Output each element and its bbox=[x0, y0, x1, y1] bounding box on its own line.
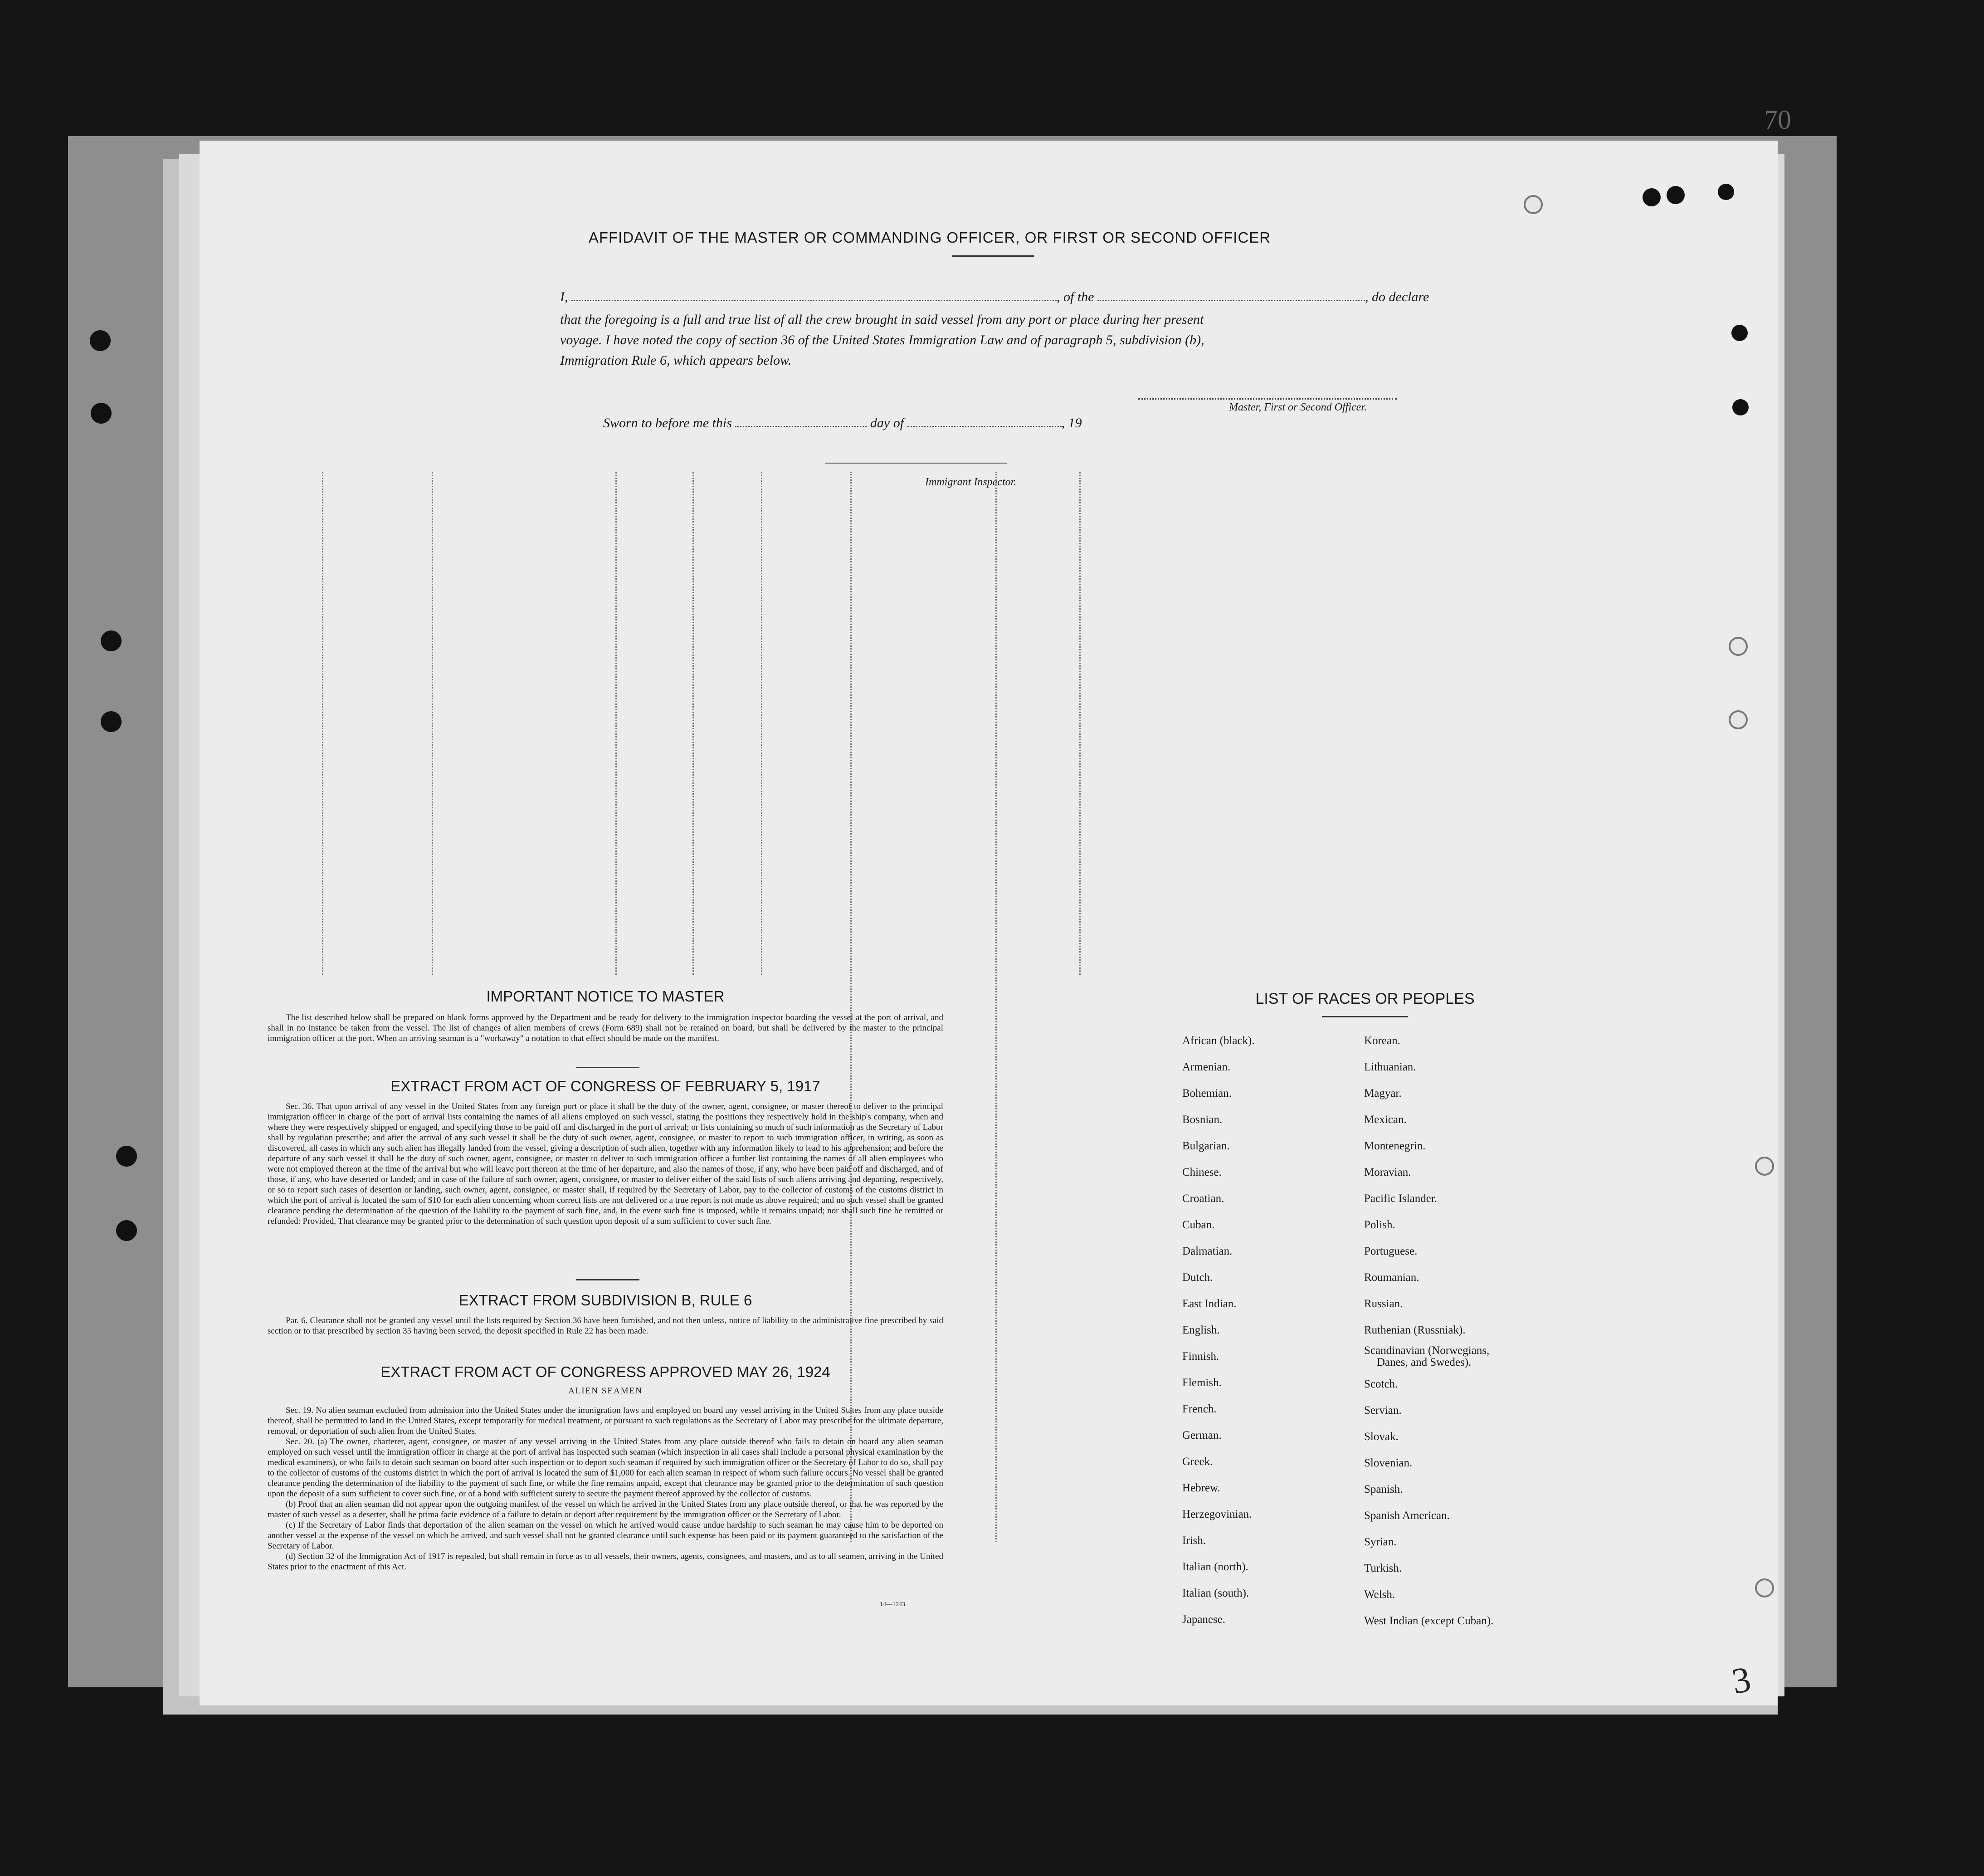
binder-hole bbox=[1732, 399, 1749, 415]
race-item: African (black). bbox=[1182, 1035, 1255, 1047]
race-item: Greek. bbox=[1182, 1456, 1213, 1468]
race-item: Cuban. bbox=[1182, 1219, 1215, 1231]
binder-hole bbox=[1643, 188, 1661, 206]
race-item: Croatian. bbox=[1182, 1192, 1224, 1205]
race-item: German. bbox=[1182, 1429, 1222, 1441]
race-item: Roumanian. bbox=[1364, 1271, 1419, 1284]
extract-1917-body bbox=[268, 1101, 943, 1226]
declarant-prefix: I, bbox=[560, 289, 568, 304]
binder-hole bbox=[1667, 186, 1685, 204]
year-prefix: , 19 bbox=[1061, 415, 1082, 430]
inspector-line bbox=[825, 463, 1007, 464]
punch-ring bbox=[1729, 710, 1748, 729]
race-item: Servian. bbox=[1364, 1404, 1402, 1417]
race-item: Finnish. bbox=[1182, 1350, 1219, 1363]
binder-hole bbox=[91, 403, 112, 424]
punch-ring bbox=[1755, 1578, 1774, 1598]
race-item: Dalmatian. bbox=[1182, 1245, 1233, 1257]
race-item: Korean. bbox=[1364, 1035, 1400, 1047]
race-item: Spanish American. bbox=[1364, 1510, 1450, 1522]
race-item: Montenegrin. bbox=[1364, 1140, 1426, 1152]
title-rule bbox=[952, 255, 1034, 257]
notice-title: IMPORTANT NOTICE TO MASTER bbox=[486, 988, 725, 1005]
binder-hole bbox=[101, 630, 122, 651]
race-item: Pacific Islander. bbox=[1364, 1192, 1438, 1205]
races-right-column bbox=[1364, 1028, 1493, 1634]
section-20b-text: (b) Proof that an alien seaman did not appear upon the outgoing manifest of the vessel on which he arrived in the United States from any place outside thereof, or that he was reported by the master of such vessel as a deserter, shall be prima facie evidence of a failure to detain or deport after requirement by the immigration officer or the Secretary of Labor. bbox=[268, 1500, 943, 1519]
race-item: Bosnian. bbox=[1182, 1114, 1223, 1126]
affidavit-line-3: voyage. I have noted the copy of section 36 of the United States Immigration Law and of paragraph 5, subdivision (b), bbox=[560, 332, 1204, 347]
inspector-label: Immigrant Inspector. bbox=[925, 476, 1017, 488]
notice-paragraph: The list described below shall be prepared on blank forms approved by the Department and be ready for delivery to the immigration inspector boarding the vessel at the port of arrival, and shall in no instance be taken from the vessel. The list of changes of alien members of crews (Form 689) shall not be retained on board, but shall be delivered by the master to the principal immigration officer at the port. When an arriving seaman is a "workaway" a notation to that effect should be made on the manifest. bbox=[268, 1013, 943, 1043]
race-item: Spanish. bbox=[1364, 1483, 1403, 1495]
race-item: Slovak. bbox=[1364, 1431, 1399, 1443]
binder-hole bbox=[116, 1220, 137, 1241]
punch-ring bbox=[1729, 637, 1748, 656]
month-blank bbox=[907, 426, 1062, 427]
affidavit-line-2: that the foregoing is a full and true list of all the crew brought in said vessel from any port or place during her present bbox=[560, 312, 1204, 327]
column-rule bbox=[995, 472, 997, 1542]
race-item: English. bbox=[1182, 1324, 1220, 1336]
race-item: Welsh. bbox=[1364, 1588, 1395, 1601]
race-item: Herzegovinian. bbox=[1182, 1508, 1252, 1520]
race-item: Magyar. bbox=[1364, 1087, 1402, 1099]
race-item: West Indian (except Cuban). bbox=[1364, 1615, 1494, 1627]
section-19-text: Sec. 19. No alien seaman excluded from admission into the United States under the immigration laws and employed on board any vessel arriving in the United States from any place outside thereof, shall be permitted to land in the United States, except temporarily for medical treatment, or pursuant to such regulations as the Secretary of Labor may prescribe for the ultimate departure, removal, or deportation of such alien from the United States. bbox=[268, 1406, 943, 1436]
binder-hole bbox=[90, 330, 111, 351]
extract-rule6-title: EXTRACT FROM SUBDIVISION B, RULE 6 bbox=[458, 1292, 752, 1309]
day-of-text: day of bbox=[870, 415, 904, 430]
race-item: Moravian. bbox=[1364, 1166, 1411, 1178]
notice-rule bbox=[576, 1067, 639, 1068]
race-item: Chinese. bbox=[1182, 1166, 1222, 1178]
extract-1924-body bbox=[268, 1405, 943, 1572]
signature-label: Master, First or Second Officer. bbox=[1229, 401, 1367, 413]
column-rule bbox=[432, 472, 433, 975]
binder-hole bbox=[116, 1146, 137, 1167]
race-item: Syrian. bbox=[1364, 1536, 1397, 1548]
race-item: Mexican. bbox=[1364, 1114, 1407, 1126]
race-item: Bohemian. bbox=[1182, 1087, 1232, 1099]
race-item-two-line bbox=[1364, 1343, 1493, 1371]
name-blank bbox=[571, 300, 1057, 301]
race-item: Flemish. bbox=[1182, 1377, 1222, 1389]
paragraph-6-text: Par. 6. Clearance shall not be granted any vessel until the lists required by Section 36 have been furnished, and not then unless, notice of liability to the administrative fine prescribed by said section or to that prescribed by section 35 having been served, the deposit specified in Rule 22 has been made. bbox=[268, 1316, 943, 1336]
races-left-column bbox=[1182, 1028, 1255, 1633]
section-36-text: Sec. 36. That upon arrival of any vessel in the United States from any foreign port or place it shall be the duty of the owner, agent, consignee, or master thereof to deliver to the principal immigration officer in charge of the port of arrival lists containing the names of all aliens employed on such vessel, stating the positions they respectively hold in the ship's company, when and where they were respectively shipped or engaged, and specifying those to be paid off and discharged in the port of arrival; or lists containing so much of such information as the Secretary of Labor shall by regulation prescribe; and after the arrival of any such vessel it shall be the duty of such owner, agent, consignee, or master to report to such immigration officer, in writing, as soon as discovered, all cases in which any such alien has illegally landed from the vessel, giving a description of such alien, together with any information likely to lead to his apprehension; and before the departure of any such vessel it shall be the duty of such owner, agent, consignee, or master to deliver to such immigration officer a further list containing the names of all alien employees who were not employed thereon at the time of the arrival but who will leave port thereon at the time of her departure, and also the names of those, if any, who have been paid off and discharged, and of those, if any, who have deserted or landed; and in case of the failure of such owner, agent, consignee, or master to deliver either of the said lists of such aliens arriving and departing, respectively, or so to report such cases of desertion or landing, such owner, agent, consignee, or master shall, if required by the Secretary of Labor, pay to the collector of customs of the customs district in which the port of arrival is located the sum of $10 for each alien concerning whom correct lists are not delivered or a true report is not made as above required; and no such vessel shall be granted clearance pending the determination of the question of the liability to the payment of such fine, and, in the event such fine is imposed, while it remains unpaid; nor shall such fine be remitted or refunded: Provided, That clearance may be granted prior to the determination of such question upon deposit of a sum sufficient to cover such fine. bbox=[268, 1102, 943, 1226]
extract-1917-title: EXTRACT FROM ACT OF CONGRESS OF FEBRUARY 5, 1917 bbox=[390, 1078, 820, 1094]
declare-text: , do declare bbox=[1365, 289, 1429, 304]
column-rule bbox=[692, 472, 694, 975]
notice-body bbox=[268, 1012, 943, 1044]
page-number: 3 bbox=[1729, 1659, 1754, 1702]
race-item-line-cont: Danes, and Swedes). bbox=[1377, 1356, 1472, 1368]
signature-line bbox=[1138, 398, 1397, 400]
binder-hole bbox=[1731, 325, 1748, 341]
race-item: Polish. bbox=[1364, 1219, 1395, 1231]
sworn-line bbox=[603, 415, 1483, 431]
race-item: Bulgarian. bbox=[1182, 1140, 1230, 1152]
race-item: East Indian. bbox=[1182, 1298, 1237, 1310]
race-item: Japanese. bbox=[1182, 1613, 1226, 1626]
sworn-prefix: Sworn to before me this bbox=[603, 415, 732, 430]
extract-rule6-body bbox=[268, 1315, 943, 1336]
form-number: 14—1243 bbox=[880, 1601, 905, 1608]
race-item: Lithuanian. bbox=[1364, 1061, 1416, 1073]
affidavit-line-1 bbox=[560, 289, 1440, 305]
race-item-line: Scandinavian (Norwegians, bbox=[1364, 1344, 1490, 1357]
section-20c-text: (c) If the Secretary of Labor finds that deportation of the alien seaman on the vessel on which he arrived would cause undue hardship to such seaman he may cause him to be deported on another vessel at the expense of the vessel on which he arrived, and such vessel shall not be granted clearance until such expense has been paid or its payment guaranteed to the satisfaction of the Secretary of Labor. bbox=[268, 1520, 943, 1551]
races-title: LIST OF RACES OR PEOPLES bbox=[1255, 990, 1475, 1007]
race-item: Hebrew. bbox=[1182, 1482, 1220, 1494]
race-item: French. bbox=[1182, 1403, 1217, 1415]
race-item: Italian (north). bbox=[1182, 1561, 1248, 1573]
corner-annotation: 70 bbox=[1764, 105, 1791, 135]
races-rule bbox=[1322, 1016, 1408, 1017]
alien-seamen-subtitle: ALIEN SEAMEN bbox=[568, 1386, 643, 1396]
race-item: Russian. bbox=[1364, 1298, 1403, 1310]
extract-1917-rule bbox=[576, 1279, 639, 1280]
extract-1924-title: EXTRACT FROM ACT OF CONGRESS APPROVED MAY 26, 1924 bbox=[380, 1363, 830, 1380]
binder-hole bbox=[101, 711, 122, 732]
race-item: Italian (south). bbox=[1182, 1587, 1249, 1599]
race-item: Irish. bbox=[1182, 1534, 1206, 1547]
race-item: Turkish. bbox=[1364, 1562, 1402, 1574]
column-rule bbox=[322, 472, 323, 975]
column-rule bbox=[1079, 472, 1081, 975]
section-20d-text: (d) Section 32 of the Immigration Act of 1917 is repealed, but shall remain in force as to all vessels, their owners, agents, consignees, and masters, and as to all seamen, arriving in the United States prior to the enactment of this Act. bbox=[268, 1552, 943, 1572]
section-20a-text: Sec. 20. (a) The owner, charterer, agent, consignee, or master of any vessel arriving in the United States from any place outside thereof who fails to detain on board any alien seaman employed on such vessel until the immigration officer in charge at the port of arrival has inspected such seaman (which inspection in all cases shall include a personal physical examination by the medical examiners), or who fails to detain such seaman on board after such inspection or to deport such seaman if required by such immigration officer or the Secretary of Labor to do so, shall pay to the collector of customs of the customs district in which the port of arrival is located the sum of $1,000 for each alien seaman in respect of whom such failure occurs. No vessel shall be granted clearance pending the determination of the liability to the payment of such fine, or while the fine remains unpaid, except that clearance may be granted prior to the determination of such question upon the deposit of a sum sufficient to cover such fine, or of a bond with sufficient surety to secure the payment thereof approved by the collector of customs. bbox=[268, 1437, 943, 1499]
day-blank bbox=[735, 426, 867, 427]
vessel-blank bbox=[1097, 300, 1365, 301]
column-rule bbox=[615, 472, 617, 975]
of-the-text: , of the bbox=[1057, 289, 1094, 304]
affidavit-title: AFFIDAVIT OF THE MASTER OR COMMANDING OFFICER, OR FIRST OR SECOND OFFICER bbox=[588, 229, 1271, 246]
column-rule bbox=[850, 472, 852, 1542]
race-item: Armenian. bbox=[1182, 1061, 1231, 1073]
affidavit-line-4: Immigration Rule 6, which appears below. bbox=[560, 353, 792, 368]
binder-hole bbox=[1718, 184, 1734, 200]
race-item: Scotch. bbox=[1364, 1378, 1398, 1390]
race-item: Dutch. bbox=[1182, 1271, 1213, 1284]
race-item: Ruthenian (Russniak). bbox=[1364, 1324, 1466, 1336]
column-rule bbox=[761, 472, 762, 975]
race-item: Slovenian. bbox=[1364, 1457, 1413, 1469]
punch-ring bbox=[1755, 1157, 1774, 1176]
punch-ring bbox=[1524, 195, 1543, 214]
race-item: Portuguese. bbox=[1364, 1245, 1418, 1257]
